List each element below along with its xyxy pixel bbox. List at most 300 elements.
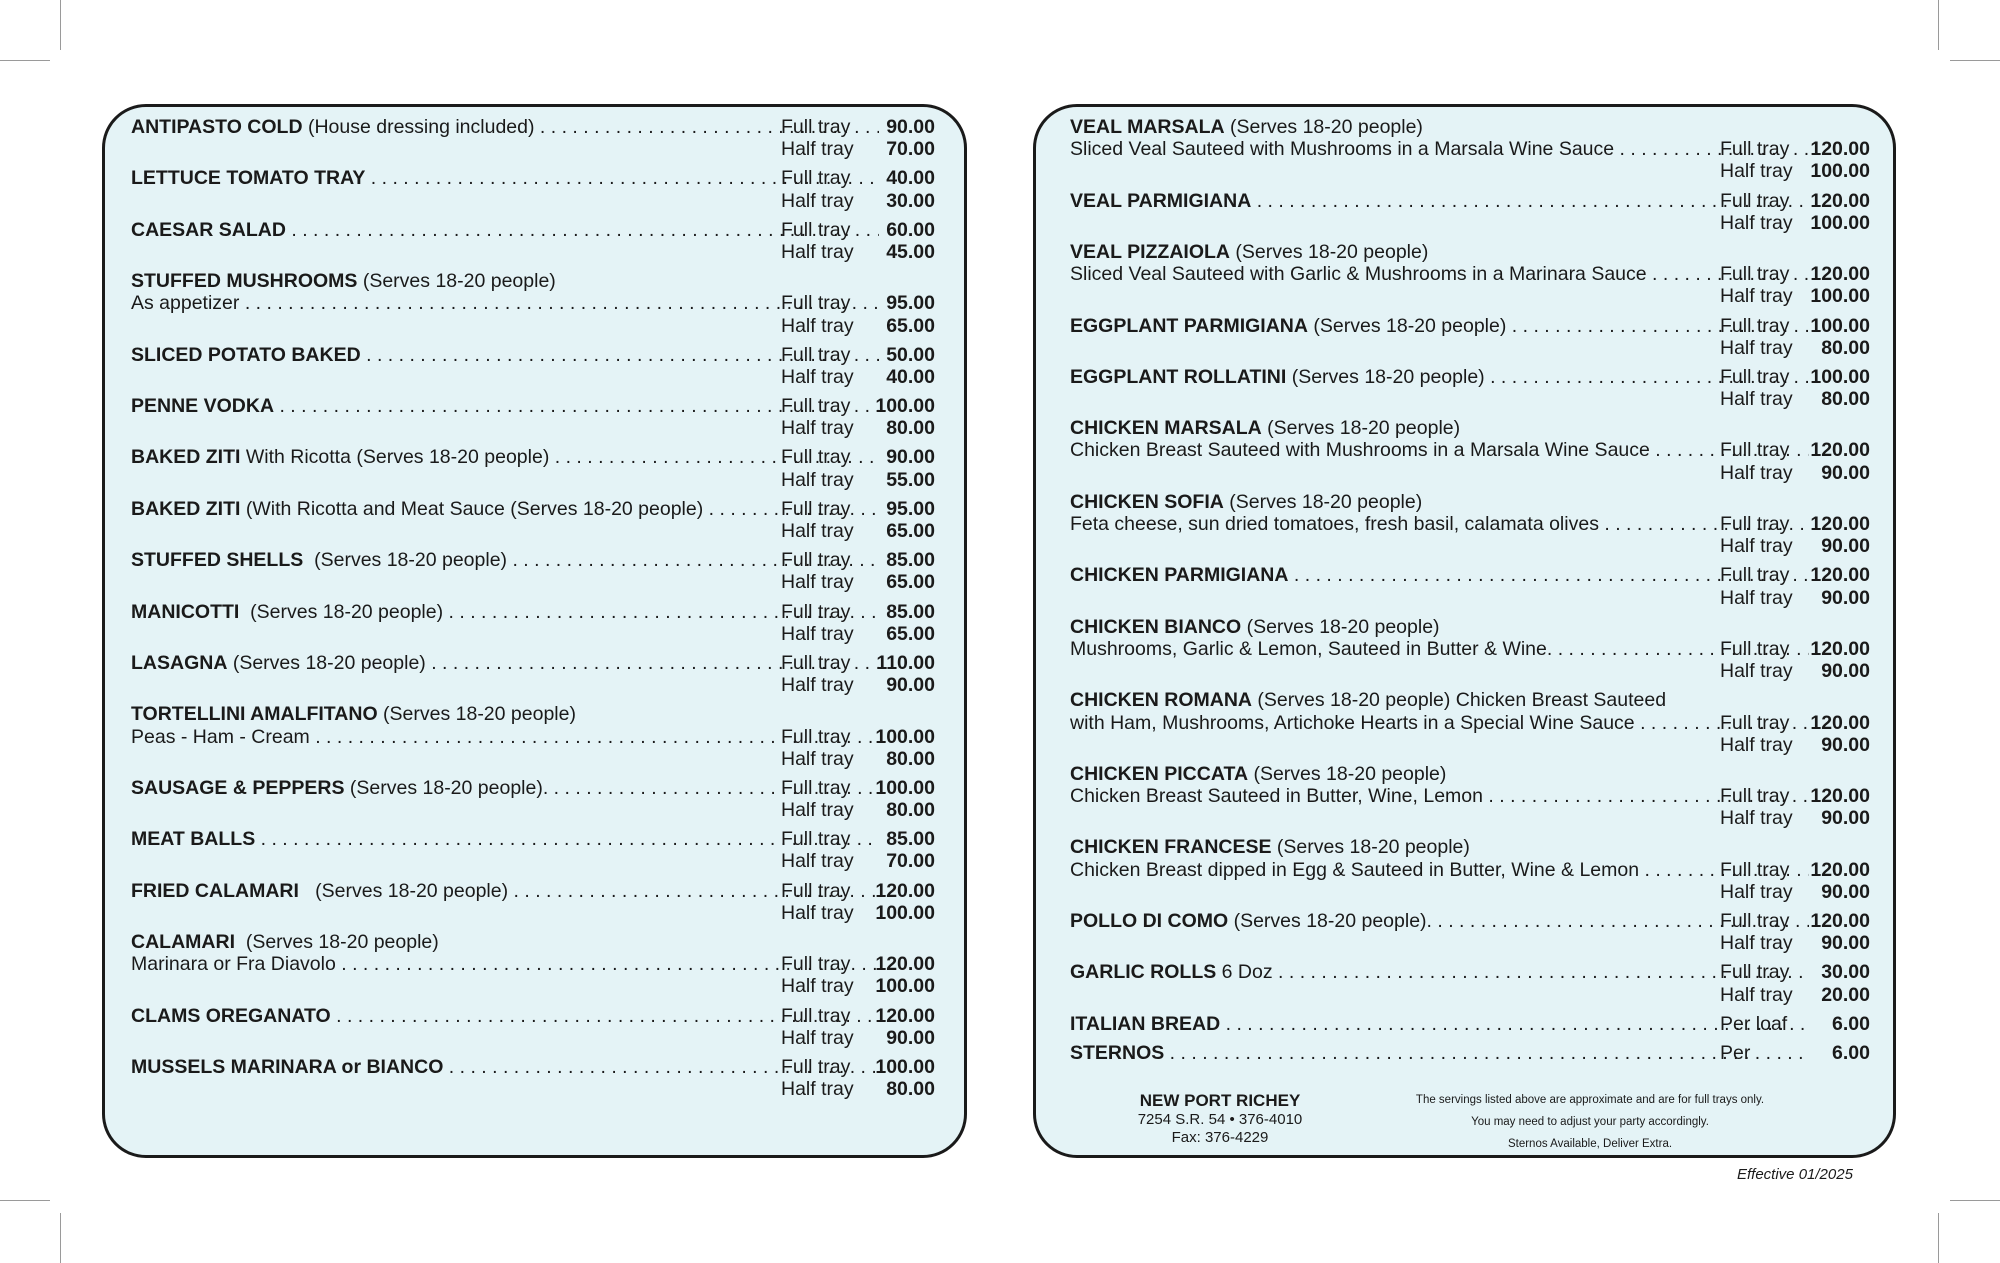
menu-item-detail: As appetizer xyxy=(131,292,240,315)
menu-item-line xyxy=(1036,116,1893,138)
tray-size-label: Full tray xyxy=(1720,513,1790,535)
menu-item-line xyxy=(105,116,964,138)
menu-item xyxy=(1036,1013,1893,1035)
menu-item-detail: Marinara or Fra Diavolo xyxy=(131,953,336,976)
menu-item-line xyxy=(105,828,964,850)
tray-size-label: Half tray xyxy=(781,975,854,998)
menu-item-line xyxy=(1036,417,1893,439)
menu-item-detail: (Serves 18-20 people) xyxy=(1261,417,1461,440)
price: 120.00 xyxy=(1810,910,1870,932)
price: 100.00 xyxy=(875,1055,935,1078)
price: 120.00 xyxy=(1810,858,1870,881)
tray-size-label: Full tray xyxy=(781,116,851,138)
menu-item-description xyxy=(1070,513,1809,535)
tray-size-label: Full tray xyxy=(1720,858,1790,881)
menu-item-line xyxy=(1036,763,1893,785)
tray-size-label: Full tray xyxy=(1720,564,1790,587)
menu-item-description xyxy=(1070,366,1809,388)
tray-size-label: Half tray xyxy=(781,850,854,873)
tray-size-label: Full tray xyxy=(781,343,851,366)
menu-item-line xyxy=(105,417,964,439)
menu-item-description xyxy=(131,219,879,241)
menu-item-line xyxy=(105,344,964,366)
tray-size-label: Full tray xyxy=(781,879,851,902)
tray-size-label: Half tray xyxy=(1720,660,1793,683)
menu-item-line xyxy=(105,270,964,292)
tray-size-label: Half tray xyxy=(1720,535,1793,558)
menu-item-line xyxy=(105,315,964,337)
price: 30.00 xyxy=(1821,961,1870,984)
menu-item-description xyxy=(131,1056,879,1078)
menu-item-line xyxy=(1036,1042,1893,1064)
menu-item-name: ITALIAN BREAD xyxy=(1070,1012,1221,1035)
menu-item-line xyxy=(105,549,964,571)
store-name: NEW PORT RICHEY xyxy=(1139,1091,1301,1110)
menu-item-line xyxy=(105,395,964,417)
tray-size-label: Half tray xyxy=(781,138,854,161)
menu-item-line xyxy=(1036,190,1893,212)
menu-item-name: ANTIPASTO COLD xyxy=(131,116,303,138)
crop-mark xyxy=(1950,1200,2000,1201)
price: 80.00 xyxy=(1821,388,1870,411)
menu-item-line xyxy=(1036,366,1893,388)
price: 120.00 xyxy=(1810,711,1870,734)
menu-item-line xyxy=(1036,932,1893,954)
menu-item-line xyxy=(1036,241,1893,263)
price: 120.00 xyxy=(875,953,935,976)
tray-size-label: Half tray xyxy=(781,189,854,212)
menu-item-line xyxy=(105,902,964,924)
price: 90.00 xyxy=(1821,586,1870,609)
tray-size-label: Half tray xyxy=(781,747,854,770)
menu-item-detail: with Ham, Mushrooms, Artichoke Hearts in a Special Wine Sauce xyxy=(1070,711,1635,734)
menu-item-detail: (House dressing included) xyxy=(302,116,535,138)
price: 90.00 xyxy=(1821,660,1870,683)
price: 65.00 xyxy=(886,520,935,542)
menu-item-line xyxy=(1036,836,1893,858)
price: 65.00 xyxy=(886,314,935,337)
menu-item-line xyxy=(1036,785,1893,807)
menu-item xyxy=(1036,961,1893,1005)
menu-item-line xyxy=(105,138,964,160)
menu-item-description xyxy=(131,777,879,799)
menu-item-line xyxy=(105,953,964,975)
price: 90.00 xyxy=(1821,932,1870,955)
menu-item-line xyxy=(1036,315,1893,337)
price: 90.00 xyxy=(1821,733,1870,756)
menu-item xyxy=(1036,1042,1893,1064)
serving-note: Sternos Available, Deliver Extra. xyxy=(1507,1138,1673,1150)
menu-item-line xyxy=(1036,535,1893,557)
menu-item xyxy=(1036,241,1893,308)
menu-item-line xyxy=(105,571,964,593)
price: 120.00 xyxy=(1810,564,1870,587)
menu-item-description xyxy=(131,652,879,674)
price: 45.00 xyxy=(886,240,935,263)
menu-item xyxy=(1036,491,1893,558)
menu-item xyxy=(105,270,964,337)
crop-mark xyxy=(0,1200,50,1201)
menu-item-description xyxy=(1070,116,1809,138)
menu-item-line xyxy=(105,219,964,241)
tray-size-label: Full tray xyxy=(781,953,851,976)
tray-size-label: Full tray xyxy=(781,776,851,799)
menu-item-name: EGGPLANT ROLLATINI xyxy=(1070,365,1287,388)
menu-item-name: CLAMS OREGANATO xyxy=(131,1004,331,1027)
menu-item-line xyxy=(1036,1013,1893,1035)
menu-item-detail: (Serves 18-20 people) xyxy=(377,703,576,726)
menu-item-detail: (Serves 18-20 people) xyxy=(303,549,508,572)
menu-item-name: CHICKEN PARMIGIANA xyxy=(1070,564,1289,587)
price: 30.00 xyxy=(886,189,935,212)
menu-item-description xyxy=(1070,689,1809,711)
menu-item-detail: Chicken Breast dipped in Egg & Sauteed in Butter, Wine & Lemon xyxy=(1070,858,1640,881)
price: 100.00 xyxy=(1810,365,1870,388)
tray-size-label: Half tray xyxy=(781,314,854,337)
tray-size-label: Full tray xyxy=(1720,711,1790,734)
price: 120.00 xyxy=(875,1004,935,1027)
tray-size-label: Full tray xyxy=(781,651,851,674)
menu-item-description xyxy=(1070,836,1809,858)
menu-item-name: POLLO DI COMO xyxy=(1070,910,1229,932)
menu-item-description xyxy=(1070,1042,1809,1064)
serving-note: You may need to adjust your party accordingly. xyxy=(1471,1116,1709,1128)
menu-item-detail: Feta cheese, sun dried tomatoes, fresh basil, calamata olives xyxy=(1070,513,1599,535)
price: 120.00 xyxy=(1810,138,1870,161)
menu-item-name: MEAT BALLS xyxy=(131,828,256,851)
menu-item xyxy=(105,1005,964,1049)
menu-item-line xyxy=(1036,160,1893,182)
menu-item-detail: With Ricotta (Serves 18-20 people) xyxy=(240,446,550,469)
menu-item-line xyxy=(1036,689,1893,711)
menu-item-description xyxy=(131,498,879,520)
menu-item xyxy=(1036,836,1893,903)
menu-item-detail: (Serves 18-20 people). xyxy=(344,776,549,799)
tray-size-label: Half tray xyxy=(781,1026,854,1049)
price: 120.00 xyxy=(1810,637,1870,660)
menu-item-name: FRIED CALAMARI xyxy=(131,879,299,902)
menu-item xyxy=(1036,564,1893,608)
price: 85.00 xyxy=(886,600,935,623)
crop-mark xyxy=(60,0,61,50)
menu-item-name: CAESAR SALAD xyxy=(131,218,286,241)
menu-item-name: CHICKEN ROMANA xyxy=(1070,689,1252,712)
tray-size-label: Full tray xyxy=(781,395,851,418)
menu-item xyxy=(105,828,964,872)
menu-item-name: CHICKEN PICCATA xyxy=(1070,762,1249,785)
menu-item-name: GARLIC ROLLS xyxy=(1070,961,1217,984)
menu-item xyxy=(1036,689,1893,756)
price: 85.00 xyxy=(886,828,935,851)
menu-item-line xyxy=(1036,337,1893,359)
menu-item-name: STERNOS xyxy=(1070,1041,1165,1064)
menu-item-detail: (Serves 18-20 people) xyxy=(1307,314,1507,337)
tray-size-label: Half tray xyxy=(781,622,854,645)
price: 110.00 xyxy=(876,651,935,674)
menu-item-description xyxy=(1070,439,1809,461)
tray-size-label: Full tray xyxy=(781,218,851,241)
tray-size-label: Half tray xyxy=(781,520,854,542)
menu-item-description xyxy=(1070,1013,1809,1035)
menu-item xyxy=(105,777,964,821)
menu-item-line xyxy=(105,1005,964,1027)
menu-item-line xyxy=(1036,285,1893,307)
tray-size-label: Full tray xyxy=(1720,439,1790,462)
price: 95.00 xyxy=(886,497,935,520)
price: 100.00 xyxy=(875,395,935,418)
menu-item-description xyxy=(131,1005,879,1027)
menu-item-description xyxy=(131,116,879,138)
tray-size-label: Half tray xyxy=(1720,285,1793,308)
menu-item-description xyxy=(1070,785,1809,807)
tray-size-label: Half tray xyxy=(1720,586,1793,609)
tray-size-label: Full tray xyxy=(781,292,851,315)
menu-item-line xyxy=(105,748,964,770)
menu-item-detail: Chicken Breast Sauteed in Butter, Wine, Lemon xyxy=(1070,785,1483,808)
menu-item-description xyxy=(131,167,879,189)
price: 40.00 xyxy=(886,365,935,388)
menu-item xyxy=(1036,616,1893,683)
menu-item-detail: (Serves 18-20 people) xyxy=(239,600,444,623)
menu-item-line xyxy=(105,652,964,674)
menu-item-detail: (Serves 18-20 people) xyxy=(1286,365,1485,388)
price: 90.00 xyxy=(1821,461,1870,484)
menu-item-line xyxy=(1036,734,1893,756)
menu-item-detail: Peas - Ham - Cream xyxy=(131,725,310,748)
menu-item-line xyxy=(105,167,964,189)
menu-item xyxy=(105,703,964,770)
menu-item-line xyxy=(1036,491,1893,513)
menu-item-line xyxy=(1036,881,1893,903)
menu-item xyxy=(105,167,964,211)
menu-item-detail: (Serves 18-20 people) xyxy=(357,270,556,293)
menu-item-detail: (With Ricotta and Meat Sauce (Serves 18-20 people) xyxy=(240,497,704,520)
menu-item-name: LASAGNA xyxy=(131,651,228,674)
price: 65.00 xyxy=(886,622,935,645)
menu-item-line xyxy=(105,469,964,491)
tray-size-label: Per loaf xyxy=(1720,1012,1788,1035)
tray-size-label: Full tray xyxy=(781,549,851,572)
menu-item-line xyxy=(1036,513,1893,535)
menu-item-name: MUSSELS MARINARA or BIANCO xyxy=(131,1055,444,1078)
menu-item-name: LETTUCE TOMATO TRAY xyxy=(131,167,366,190)
menu-item xyxy=(105,601,964,645)
menu-panel-left xyxy=(102,104,967,1158)
price: 20.00 xyxy=(1821,983,1870,1006)
menu-item-line xyxy=(1036,961,1893,983)
serving-note: The servings listed above are approximate and are for full trays only. xyxy=(1415,1094,1765,1106)
menu-item-description xyxy=(1070,859,1809,881)
tray-size-label: Full tray xyxy=(781,446,851,469)
tray-size-label: Half tray xyxy=(1720,880,1793,903)
crop-mark xyxy=(1938,1213,1939,1263)
menu-item-line xyxy=(105,446,964,468)
menu-item-line xyxy=(105,799,964,821)
crop-mark xyxy=(1950,60,2000,61)
tray-size-label: Full tray xyxy=(1720,637,1790,660)
menu-item-line xyxy=(105,366,964,388)
menu-item-line xyxy=(105,1078,964,1100)
menu-item xyxy=(105,880,964,924)
menu-item-line xyxy=(105,241,964,263)
tray-size-label: Half tray xyxy=(1720,807,1793,830)
price: 80.00 xyxy=(886,1078,935,1101)
menu-item-detail: (Serves 18-20 people) xyxy=(1224,116,1423,138)
menu-list-right xyxy=(1036,116,1893,1071)
crop-mark xyxy=(0,60,50,61)
menu-item xyxy=(105,219,964,263)
price: 90.00 xyxy=(1821,535,1870,558)
menu-item-name: BAKED ZITI xyxy=(131,497,241,520)
menu-item-line xyxy=(1036,638,1893,660)
menu-item-line xyxy=(105,777,964,799)
crop-mark xyxy=(1938,0,1939,50)
tray-size-label: Full tray xyxy=(1720,910,1790,932)
menu-item-line xyxy=(1036,660,1893,682)
menu-item-name: STUFFED SHELLS xyxy=(131,549,304,572)
menu-item-detail: 6 Doz xyxy=(1216,961,1273,984)
price: 90.00 xyxy=(886,116,935,138)
menu-item-name: TORTELLINI AMALFITANO xyxy=(131,703,378,726)
menu-panel-right xyxy=(1033,104,1896,1158)
menu-item-description xyxy=(1070,712,1809,734)
tray-size-label: Half tray xyxy=(1720,733,1793,756)
menu-item-line xyxy=(105,1056,964,1078)
price: 70.00 xyxy=(886,138,935,161)
menu-item-description xyxy=(131,601,879,623)
price: 100.00 xyxy=(875,776,935,799)
price: 120.00 xyxy=(1810,785,1870,808)
menu-item-line xyxy=(105,880,964,902)
menu-item-name: EGGPLANT PARMIGIANA xyxy=(1070,314,1308,337)
tray-size-label: Full tray xyxy=(1720,189,1790,212)
menu-item-line xyxy=(105,703,964,725)
price: 55.00 xyxy=(886,468,935,491)
menu-item-name: CHICKEN SOFIA xyxy=(1070,490,1224,513)
price: 100.00 xyxy=(1810,160,1870,183)
price: 80.00 xyxy=(886,417,935,440)
menu-item-line xyxy=(1036,263,1893,285)
menu-item-detail: (Serves 18-20 people) xyxy=(234,931,439,953)
serving-notes xyxy=(1370,1089,1810,1155)
menu-item-name: STUFFED MUSHROOMS xyxy=(131,270,358,293)
price: 6.00 xyxy=(1832,1041,1870,1064)
menu-item-detail: (Serves 18-20 people) xyxy=(1241,615,1440,638)
tray-size-label: Half tray xyxy=(1720,932,1793,955)
tray-size-label: Half tray xyxy=(1720,336,1793,359)
price: 120.00 xyxy=(1810,189,1870,212)
menu-item-detail: (Serves 18-20 people) xyxy=(1248,762,1447,785)
tray-size-label: Half tray xyxy=(781,571,854,594)
menu-item-description xyxy=(131,446,879,468)
menu-item xyxy=(105,446,964,490)
price: 80.00 xyxy=(886,799,935,822)
menu-item-detail: Sliced Veal Sauteed with Mushrooms in a Marsala Wine Sauce xyxy=(1070,138,1615,161)
price: 120.00 xyxy=(875,879,935,902)
tray-size-label: Full tray xyxy=(781,497,851,520)
price: 85.00 xyxy=(886,549,935,572)
price: 90.00 xyxy=(1821,807,1870,830)
menu-item-line xyxy=(105,975,964,997)
price: 90.00 xyxy=(1821,880,1870,903)
menu-item-name: BAKED ZITI xyxy=(131,446,241,469)
menu-item-line xyxy=(1036,388,1893,410)
tray-size-label: Full tray xyxy=(781,167,851,190)
tray-size-label: Half tray xyxy=(1720,461,1793,484)
menu-item-name: PENNE VODKA xyxy=(131,395,275,418)
menu-item-description xyxy=(131,931,879,953)
price: 70.00 xyxy=(886,850,935,873)
menu-item xyxy=(1036,315,1893,359)
menu-item xyxy=(1036,763,1893,830)
menu-item-description xyxy=(131,292,879,314)
tray-size-label: Full tray xyxy=(1720,314,1790,337)
menu-item-description xyxy=(131,880,879,902)
menu-item-line xyxy=(1036,212,1893,234)
menu-item-name: CHICKEN FRANCESE xyxy=(1070,836,1272,859)
menu-item-detail: (Serves 18-20 people) Chicken Breast Sauteed xyxy=(1252,689,1667,712)
menu-item-description xyxy=(1070,910,1809,932)
menu-item-name: SLICED POTATO BAKED xyxy=(131,343,361,366)
menu-item-line xyxy=(1036,807,1893,829)
price: 120.00 xyxy=(1810,439,1870,462)
tray-size-label: Full tray xyxy=(1720,785,1790,808)
menu-item-line xyxy=(105,850,964,872)
price: 100.00 xyxy=(1810,211,1870,234)
tray-size-label: Half tray xyxy=(1720,160,1793,183)
menu-item-line xyxy=(1036,616,1893,638)
tray-size-label: Half tray xyxy=(781,417,854,440)
price: 6.00 xyxy=(1832,1012,1870,1035)
menu-item-line xyxy=(1036,984,1893,1006)
tray-size-label: Full tray xyxy=(781,1004,851,1027)
menu-item-name: VEAL PARMIGIANA xyxy=(1070,189,1252,212)
menu-item-line xyxy=(105,726,964,748)
store-info xyxy=(1101,1091,1339,1147)
menu-list-left xyxy=(105,116,964,1107)
tray-size-label: Full tray xyxy=(1720,138,1790,161)
menu-item-line xyxy=(1036,859,1893,881)
menu-item xyxy=(105,498,964,542)
tray-size-label: Half tray xyxy=(781,468,854,491)
menu-item-name: SAUSAGE & PEPPERS xyxy=(131,776,345,799)
price: 90.00 xyxy=(886,674,935,697)
menu-item-name: VEAL PIZZAIOLA xyxy=(1070,240,1230,263)
tray-size-label: Full tray xyxy=(781,600,851,623)
menu-item-description xyxy=(131,549,879,571)
menu-item xyxy=(1036,417,1893,484)
tray-size-label: Full tray xyxy=(1720,365,1790,388)
tray-size-label: Half tray xyxy=(1720,388,1793,411)
menu-item-line xyxy=(105,498,964,520)
tray-size-label: Half tray xyxy=(781,365,854,388)
price: 100.00 xyxy=(875,725,935,748)
menu-item-detail: (Serves 18-20 people) xyxy=(298,879,509,902)
menu-item-description xyxy=(1070,417,1809,439)
menu-item-description xyxy=(131,828,879,850)
menu-item xyxy=(1036,366,1893,410)
menu-item-detail: (Serves 18-20 people) xyxy=(1229,240,1429,263)
menu-item-line xyxy=(1036,462,1893,484)
tray-size-label: Half tray xyxy=(781,901,854,924)
store-fax: Fax: 376-4229 xyxy=(1171,1129,1269,1146)
menu-item-description xyxy=(131,395,879,417)
price: 50.00 xyxy=(886,343,935,366)
menu-item-description xyxy=(1070,638,1809,660)
tray-size-label: Full tray xyxy=(781,1055,851,1078)
menu-item-line xyxy=(1036,439,1893,461)
menu-item-line xyxy=(1036,910,1893,932)
